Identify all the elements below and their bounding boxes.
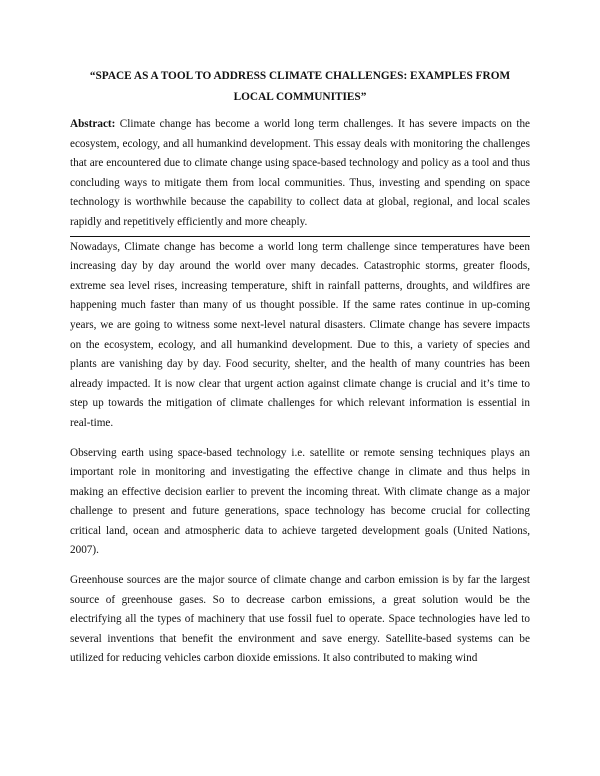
- body-paragraph-2: Observing earth using space-based technology i.e. satellite or remote sensing techniques plays an important role in monitoring and investigating the effective change in climate and thus helps in making an effective decision earlier to prevent the incoming threat. With climate change as a major challenge to present and future generations, space technology has become crucial for collecting critical land, ocean and atmospheric data to achieve targeted development goals (United Nations, 2007).: [70, 446, 530, 557]
- document-title: “SPACE AS A TOOL TO ADDRESS CLIMATE CHALLENGES: EXAMPLES FROM LOCAL COMMUNITIES”: [89, 70, 511, 103]
- body-paragraph-3: Greenhouse sources are the major source of climate change and carbon emission is by far the largest source of greenhouse gases. So to decrease carbon emissions, a great solution would be the electrifying all the types of machinery that use fossil fuel to operate. Space technologies have led to several inventions that benefit the environment and save energy. Satellite-based systems can be utilized for reducing vehicles carbon dioxide emissions. It also contributed to making wind: [70, 574, 530, 665]
- abstract-label: Abstract:: [70, 118, 116, 130]
- abstract: [70, 115, 530, 233]
- section-divider: [70, 236, 530, 237]
- body-paragraph-1: Nowadays, Climate change has become a world long term challenge since temperatures have been increasing day by day around the world over many decades. Catastrophic storms, greater floods, extreme sea level rises, increasing temperature, shift in rainfall patterns, droughts, and wildfires are happening much faster than many of us thought possible. If the same rates continue in up-coming years, we are going to witness some next-level natural disasters. Climate change has severe impacts on the ecosystem, ecology, and all humankind development. Due to this, a variety of species and plants are vanishing day by day. Food security, shelter, and the health of many countries has been already impacted. It is now clear that urgent action against climate change is crucial and it’s time to step up towards the mitigation of climate challenges for which relevant information is essential in real-time.: [70, 240, 530, 429]
- abstract-text: Climate change has become a world long term challenges. It has severe impacts on the ecosystem, ecology, and all humankind development. This essay deals with monitoring the challenges that are encountered due to climate change using space-based technology and policy as a tool and thus concluding ways to mitigate them from local communities. Thus, investing and spending on space technology is worthwhile because the capability to collect data at global, regional, and local scales rapidly and repetitively efficiently and more cheaply.: [70, 118, 531, 228]
